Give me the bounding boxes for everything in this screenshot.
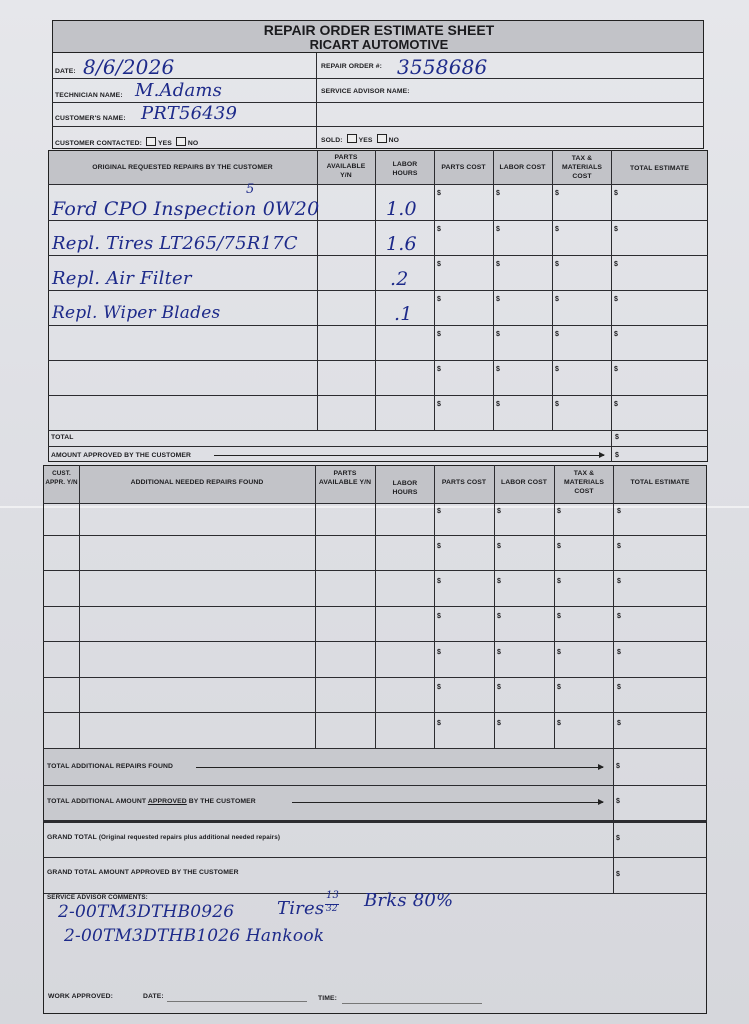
contacted-yes-checkbox[interactable] [146,137,156,146]
total-additional-approved-arrow [292,802,603,803]
sold-no-label: NO [388,137,399,144]
additional-cost-cell: $ [497,613,501,620]
sold-field [321,134,399,144]
comment-brakes: Brks 80% [364,890,454,911]
requested-cost-cell: $ [437,366,441,373]
col-cust-appr: CUST. APPR. Y/N [45,470,78,486]
contacted-no-label: NO [187,140,199,147]
requested-cost-cell: $ [614,296,618,303]
footer-date-line [167,1001,307,1002]
grand-total-note: (Original requested repairs plus additional needed repairs) [98,834,281,841]
additional-cost-cell: $ [617,684,621,691]
additional-cost-cell: $ [497,578,501,585]
requested-row-4-description: Repl. Wiper Blades [52,303,221,323]
requested-cost-cell: $ [614,261,618,268]
additional-cost-cell: $ [617,578,621,585]
total-additional-found-arrow [196,767,603,768]
requested-cost-cell: $ [496,226,500,233]
requested-cost-cell: $ [437,190,441,197]
contacted-yes-label: YES [157,140,172,147]
additional-cost-cell: $ [437,578,441,585]
footer-date-label: DATE: [143,993,164,1000]
col-add-labor-cost: LABOR COST [501,479,547,486]
requested-row-1-hours: 1.0 [386,198,417,220]
requested-cost-cell: $ [437,331,441,338]
additional-cost-cell: $ [437,543,441,550]
customer-value: PRT56439 [141,103,238,124]
comment-line-2: 2-00TM3DTHB1026 Hankook [64,926,325,946]
additional-cost-cell: $ [617,720,621,727]
sold-yes-checkbox[interactable] [347,134,357,143]
additional-cost-cell: $ [437,613,441,620]
requested-cost-cell: $ [437,401,441,408]
date-label: DATE: [55,68,76,75]
repair-order-label: REPAIR ORDER #: [321,63,383,70]
footer-time-label: TIME: [318,995,337,1002]
sold-label: SOLD: [321,137,343,144]
requested-cost-cell: $ [614,366,618,373]
requested-cost-cell: $ [496,296,500,303]
requested-cost-cell: $ [555,226,559,233]
additional-cost-cell: $ [497,508,501,515]
col-add-parts-available: PARTS AVAILABLE Y/N [318,470,372,486]
total-additional-approved-underlined: APPROVED [147,798,187,805]
requested-total-dollar: $ [615,434,619,441]
total-additional-approved-dollar: $ [616,798,620,805]
additional-cost-cell: $ [437,720,441,727]
col-add-labor-hours: LABOR HOURS [392,480,418,496]
additional-cost-cell: $ [437,649,441,656]
total-additional-approved-post: BY THE CUSTOMER [186,798,256,805]
grand-totals [43,822,707,894]
col-add-total-estimate: TOTAL ESTIMATE [630,479,690,486]
additional-cost-cell: $ [557,578,561,585]
total-additional-found-dollar: $ [616,763,620,770]
additional-cost-cell: $ [617,543,621,550]
additional-cost-cell: $ [557,543,561,550]
additional-cost-cell: $ [557,649,561,656]
col-parts-available: PARTS AVAILABLE Y/N [326,154,366,179]
total-additional-found-label: TOTAL ADDITIONAL REPAIRS FOUND [47,763,173,770]
amount-approved-label: AMOUNT APPROVED BY THE CUSTOMER [51,452,192,459]
requested-cost-cell: $ [496,331,500,338]
title-block [52,20,704,53]
col-add-tax-materials: TAX & MATERIALS COST [563,470,605,495]
col-add-parts-cost: PARTS COST [441,479,487,486]
requested-cost-cell: $ [496,261,500,268]
service-advisor-comments-label: SERVICE ADVISOR COMMENTS: [47,894,148,901]
comment-line-1: 2-00TM3DTHB0926 [58,902,235,922]
requested-cost-cell: $ [614,226,618,233]
col-additional-repairs: ADDITIONAL NEEDED REPAIRS FOUND [130,479,264,486]
requested-cost-cell: $ [555,401,559,408]
requested-row-1-description: Ford CPO Inspection 0W20 [52,198,320,220]
customer-contacted-field [55,137,198,147]
additional-cost-cell: $ [557,684,561,691]
service-advisor-label: SERVICE ADVISOR NAME: [321,88,410,95]
customer-label: CUSTOMER'S NAME: [55,115,126,122]
comment-tires-denominator: 32 [326,904,338,914]
additional-cost-cell: $ [557,720,561,727]
customer-contacted-label: CUSTOMER CONTACTED: [55,140,142,147]
technician-value: M.Adams [135,80,223,101]
col-parts-cost: PARTS COST [441,164,486,171]
col-tax-materials: TAX & MATERIALS COST [561,155,603,180]
grand-total-approved-dollar: $ [616,871,620,878]
col-total-estimate: TOTAL ESTIMATE [629,165,690,172]
additional-cost-cell: $ [557,508,561,515]
work-approved-label: WORK APPROVED: [48,993,113,1000]
requested-cost-cell: $ [437,226,441,233]
amount-approved-dollar: $ [615,452,619,459]
date-value: 8/6/2026 [83,55,175,79]
sold-yes-label: YES [358,137,373,144]
total-additional-approved-label [47,798,256,805]
col-labor-hours: LABOR HOURS [392,161,418,177]
sold-no-checkbox[interactable] [377,134,387,143]
requested-cost-cell: $ [614,401,618,408]
grand-total-dollar: $ [616,835,620,842]
requested-cost-cell: $ [555,296,559,303]
comment-tires-label: Tires [277,898,325,919]
col-original-repairs: ORIGINAL REQUESTED REPAIRS BY THE CUSTOMER [92,164,273,171]
grand-total-label: GRAND TOTAL [47,834,97,841]
additional-cost-cell: $ [497,543,501,550]
requested-row-3-description: Repl. Air Filter [52,268,192,289]
total-additional-approved-pre: TOTAL ADDITIONAL AMOUNT [47,798,148,805]
requested-cost-cell: $ [496,190,500,197]
comment-tires-numerator: 13 [326,890,340,901]
requested-cost-cell: $ [555,366,559,373]
requested-cost-cell: $ [555,331,559,338]
additional-cost-cell: $ [497,684,501,691]
requested-cost-cell: $ [437,261,441,268]
requested-row-3-hours: .2 [390,268,409,290]
requested-cost-cell: $ [614,331,618,338]
additional-cost-cell: $ [557,613,561,620]
additional-cost-cell: $ [617,649,621,656]
additional-cost-cell: $ [617,613,621,620]
additional-cost-cell: $ [617,508,621,515]
additional-cost-cell: $ [437,508,441,515]
repair-order-value: 3558686 [397,55,488,79]
requested-cost-cell: $ [437,296,441,303]
grand-total-approved-label: GRAND TOTAL AMOUNT APPROVED BY THE CUSTOMER [47,869,239,876]
requested-row-4-hours: .1 [394,303,413,325]
amount-approved-arrow [214,455,604,456]
requested-cost-cell: $ [555,261,559,268]
company-name: RICART AUTOMOTIVE [309,37,449,52]
requested-cost-cell: $ [555,190,559,197]
col-labor-cost: LABOR COST [499,164,546,171]
technician-label: TECHNICIAN NAME: [55,92,123,99]
form-title: REPAIR ORDER ESTIMATE SHEET [263,22,495,38]
requested-cost-cell: $ [496,401,500,408]
contacted-no-checkbox[interactable] [176,137,186,146]
additional-cost-cell: $ [497,720,501,727]
additional-cost-cell: $ [497,649,501,656]
footer-time-line [342,1003,482,1004]
additional-cost-cell: $ [437,684,441,691]
requested-cost-cell: $ [496,366,500,373]
requested-cost-cell: $ [614,190,618,197]
grand-total-field [47,834,280,841]
requested-total-label: TOTAL [51,434,74,441]
requested-row-2-hours: 1.6 [386,233,417,255]
requested-row-1-superscript: 5 [246,182,255,197]
requested-row-2-description: Repl. Tires LT265/75R17C [52,233,298,254]
